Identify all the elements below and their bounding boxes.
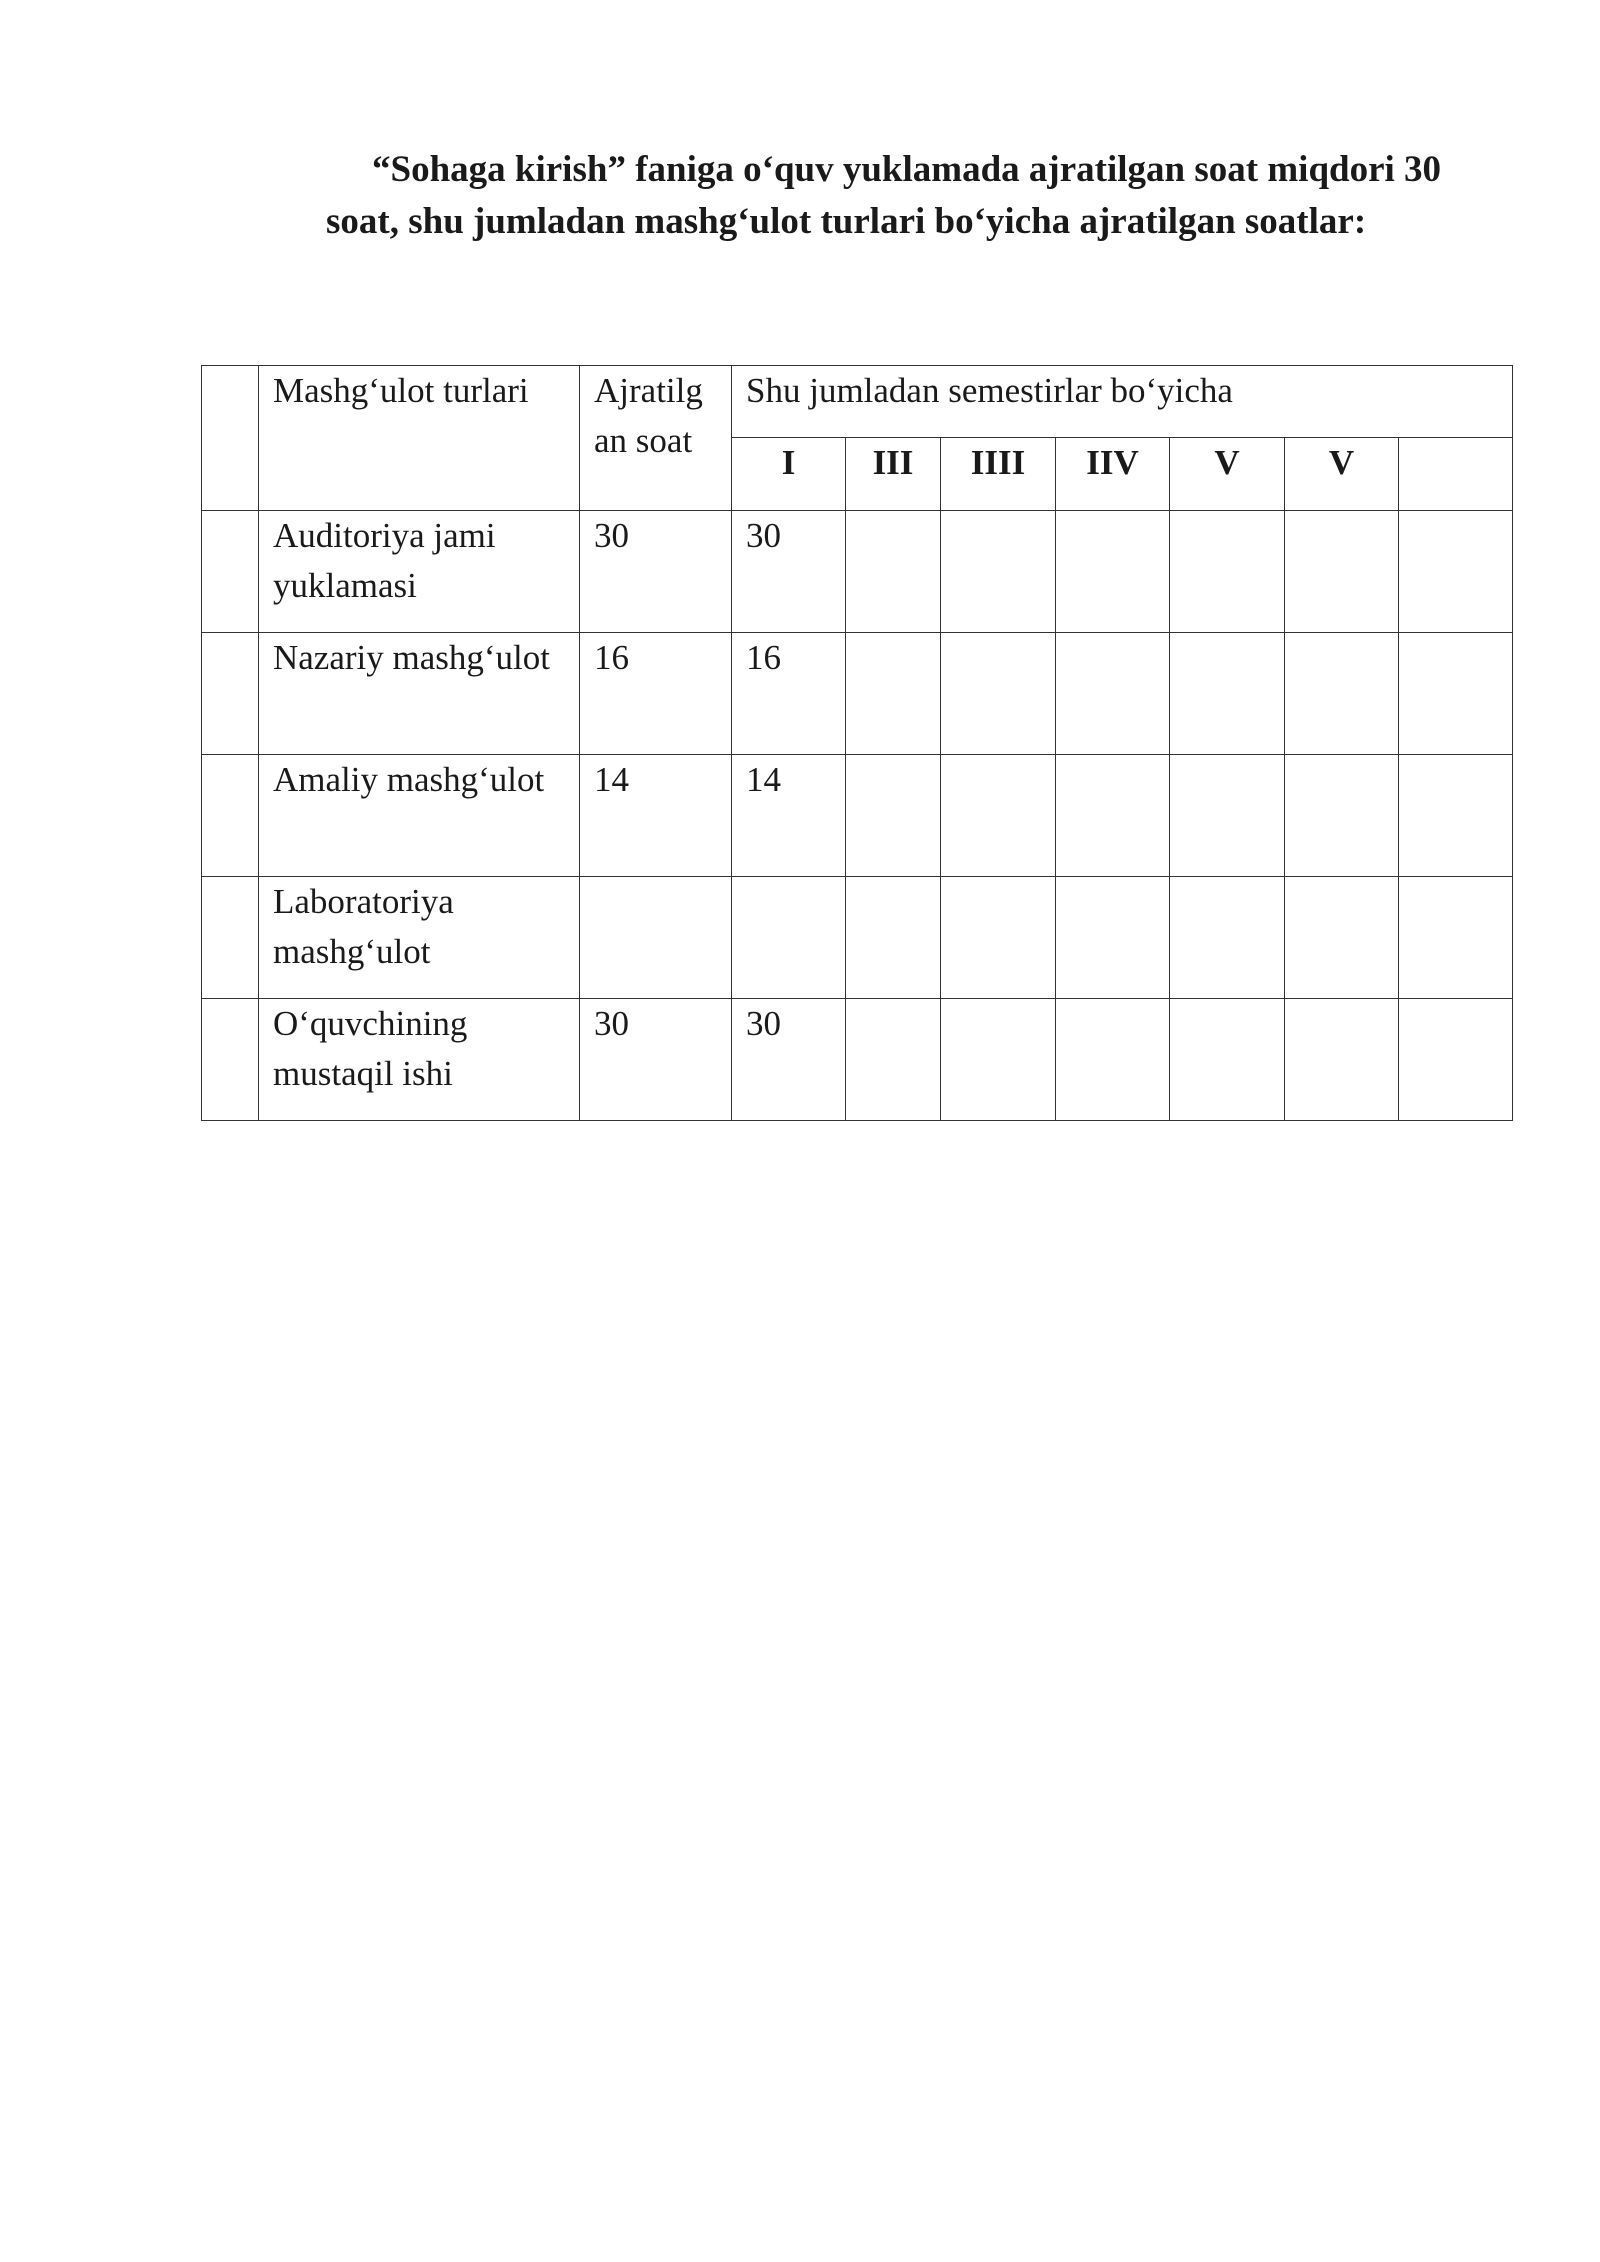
intro-line-2: soat, shu jumladan mashg‘ulot turlari bo‘yicha ajratilgan soatlar: xyxy=(326,201,1367,242)
semesters-header-cell: Shu jumladan semestirlar bo‘yicha xyxy=(732,366,1513,438)
hours-header-cell: Ajratilg an soat xyxy=(580,366,732,511)
semester-header-cell: V xyxy=(1170,438,1285,511)
row-hours-cell: 30 xyxy=(580,511,732,633)
row-semester-cell xyxy=(1399,755,1513,877)
row-semester-cell xyxy=(846,511,941,633)
row-semester-cell: 30 xyxy=(732,511,846,633)
row-label-cell: Laboratoriya mashg‘ulot xyxy=(259,877,580,999)
row-index-cell xyxy=(202,999,259,1121)
hours-table-body xyxy=(202,366,1513,1121)
row-index-cell xyxy=(202,633,259,755)
row-semester-cell xyxy=(1170,511,1285,633)
row-label-cell: Amaliy mashg‘ulot xyxy=(259,755,580,877)
intro-line-1: “Sohaga kirish” faniga o‘quv yuklamada ajratilgan soat miqdori 30 xyxy=(372,149,1442,190)
row-semester-cell xyxy=(1399,633,1513,755)
semester-header-cell: IIII xyxy=(941,438,1056,511)
row-semester-cell xyxy=(1170,633,1285,755)
row-semester-cell xyxy=(1056,999,1170,1121)
table-row xyxy=(202,633,1513,755)
table-row xyxy=(202,999,1513,1121)
row-semester-cell xyxy=(941,877,1056,999)
row-semester-cell xyxy=(1399,511,1513,633)
row-hours-cell: 14 xyxy=(580,755,732,877)
row-semester-cell xyxy=(1285,877,1399,999)
row-label-cell: Nazariy mashg‘ulot xyxy=(259,633,580,755)
semester-header-cell: III xyxy=(846,438,941,511)
row-semester-cell xyxy=(1170,755,1285,877)
row-label-cell: O‘quvchining mustaqil ishi xyxy=(259,999,580,1121)
row-semester-cell xyxy=(846,755,941,877)
intro-paragraph xyxy=(326,144,1476,248)
index-header-cell xyxy=(202,366,259,511)
row-index-cell xyxy=(202,877,259,999)
row-semester-cell xyxy=(1056,633,1170,755)
row-hours-cell xyxy=(580,877,732,999)
row-hours-cell: 30 xyxy=(580,999,732,1121)
row-semester-cell xyxy=(941,633,1056,755)
row-semester-cell xyxy=(1285,511,1399,633)
row-label-cell: Auditoriya jami yuklamasi xyxy=(259,511,580,633)
row-semester-cell xyxy=(1285,633,1399,755)
hours-table xyxy=(201,365,1513,1121)
row-hours-cell: 16 xyxy=(580,633,732,755)
row-semester-cell xyxy=(1056,755,1170,877)
row-index-cell xyxy=(202,755,259,877)
table-row xyxy=(202,755,1513,877)
table-row xyxy=(202,511,1513,633)
semester-header-cell: IIV xyxy=(1056,438,1170,511)
row-semester-cell xyxy=(1170,877,1285,999)
row-semester-cell: 14 xyxy=(732,755,846,877)
row-semester-cell xyxy=(732,877,846,999)
row-index-cell xyxy=(202,511,259,633)
table-row xyxy=(202,877,1513,999)
row-semester-cell xyxy=(1399,877,1513,999)
row-semester-cell xyxy=(941,999,1056,1121)
type-header-cell: Mashg‘ulot turlari xyxy=(259,366,580,511)
semester-header-cell xyxy=(1399,438,1513,511)
row-semester-cell xyxy=(941,755,1056,877)
row-semester-cell xyxy=(1056,511,1170,633)
semester-header-cell: I xyxy=(732,438,846,511)
row-semester-cell xyxy=(1056,877,1170,999)
header-row xyxy=(202,366,1513,438)
row-semester-cell xyxy=(1399,999,1513,1121)
row-semester-cell xyxy=(1170,999,1285,1121)
row-semester-cell: 30 xyxy=(732,999,846,1121)
row-semester-cell xyxy=(941,511,1056,633)
row-semester-cell: 16 xyxy=(732,633,846,755)
row-semester-cell xyxy=(846,877,941,999)
row-semester-cell xyxy=(846,633,941,755)
semester-header-cell: V xyxy=(1285,438,1399,511)
row-semester-cell xyxy=(1285,999,1399,1121)
row-semester-cell xyxy=(1285,755,1399,877)
row-semester-cell xyxy=(846,999,941,1121)
